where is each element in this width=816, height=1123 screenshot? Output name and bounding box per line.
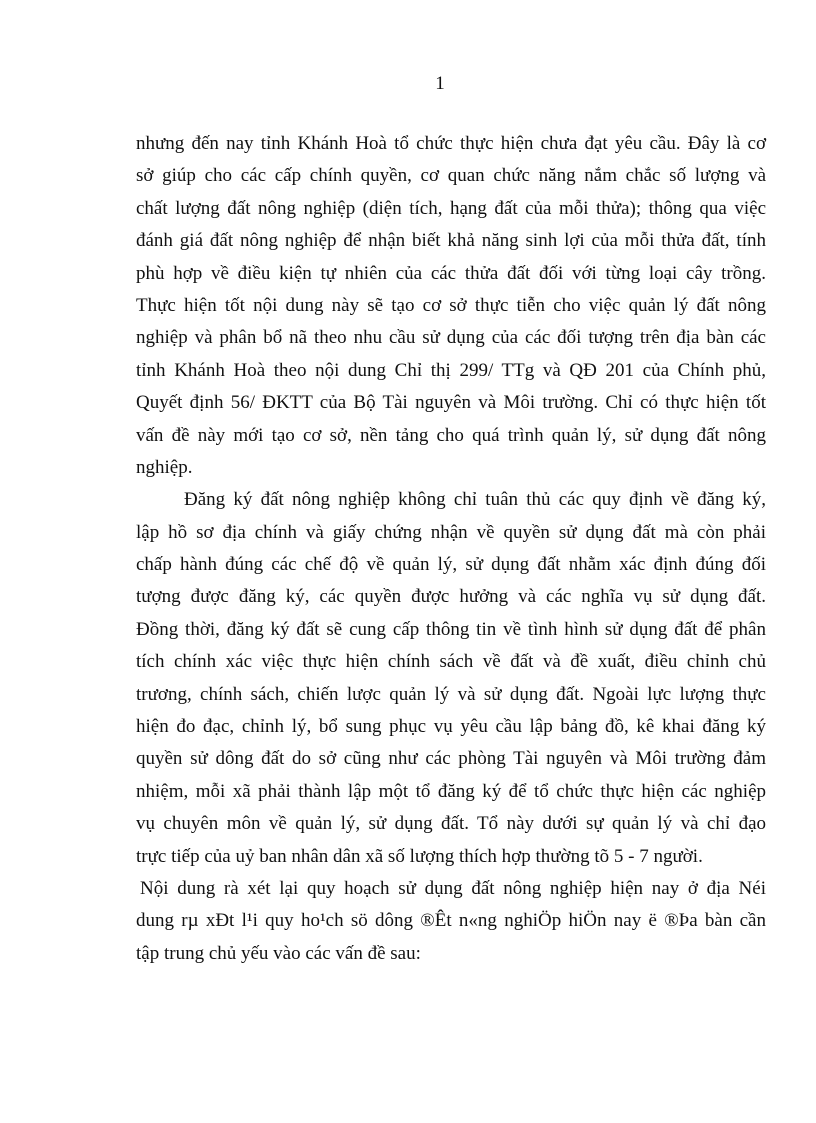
text-line: tượng được đăng ký, các quyền được hưởng và các nghĩa vụ sử dụng đất. bbox=[136, 586, 766, 608]
text-line: vấn đề này mới tạo cơ sở, nền tảng cho quá trình quản lý, sử dụng đất nông bbox=[136, 424, 766, 446]
text-line: nghiệp. bbox=[136, 456, 193, 478]
text-line: tích chính xác việc thực hiện chính sách về đất và đề xuất, điều chỉnh chủ bbox=[136, 651, 766, 673]
text-line: Nội dung rà xét lại quy hoạch sử dụng đất nông nghiệp hiện nay ở địa Néi bbox=[140, 877, 766, 899]
paragraph-2 bbox=[136, 484, 766, 873]
paragraph-1 bbox=[136, 128, 766, 484]
text-line: quyền sử dông đất do sở cũng như các phòng Tài nguyên và Môi trường đảm bbox=[136, 748, 766, 770]
text-line: Thực hiện tốt nội dung này sẽ tạo cơ sở thực tiễn cho việc quản lý đất nông bbox=[136, 294, 766, 316]
text-line: Đăng ký đất nông nghiệp không chỉ tuân thủ các quy định về đăng ký, bbox=[184, 489, 766, 511]
text-line: chấp hành đúng các chế độ về quản lý, sử dụng đất nhằm xác định đúng đối bbox=[136, 554, 766, 576]
text-line: dung rµ xÐt l¹i quy ho¹ch sö dông ®Êt n«ng nghiÖp hiÖn nay ë ®Þa bàn cần bbox=[136, 910, 766, 932]
text-line: nhiệm, mỗi xã phải thành lập một tổ đăng ký để tổ chức thực hiện các nghiệp bbox=[136, 780, 766, 802]
text-line: vụ chuyên môn về quản lý, sử dụng đất. Tổ này dưới sự quản lý và chỉ đạo bbox=[136, 813, 766, 835]
text-line: hiện đo đạc, chỉnh lý, bổ sung phục vụ yêu cầu lập bảng đồ, kê khai đăng ký bbox=[136, 716, 766, 738]
page-number: 1 bbox=[435, 73, 445, 94]
text-line: tập trung chủ yếu vào các vấn đề sau: bbox=[136, 942, 421, 964]
text-line: Đồng thời, đăng ký đất sẽ cung cấp thông tin về tình hình sử dụng đất để phân bbox=[136, 618, 766, 640]
text-line: nhưng đến nay tỉnh Khánh Hoà tổ chức thực hiện chưa đạt yêu cầu. Đây là cơ bbox=[136, 133, 766, 154]
paragraph-3 bbox=[136, 873, 766, 970]
text-line: sở giúp cho các cấp chính quyền, cơ quan chức năng nắm chắc số lượng và bbox=[136, 165, 766, 187]
text-line: Quyết định 56/ ĐKTT của Bộ Tài nguyên và Môi trường. Chỉ có thực hiện tốt bbox=[136, 392, 766, 414]
document-body bbox=[136, 128, 766, 970]
text-line: tỉnh Khánh Hoà theo nội dung Chỉ thị 299/ TTg và QĐ 201 của Chính phủ, bbox=[136, 359, 766, 381]
text-line: nghiệp và phân bổ nã theo nhu cầu sử dụng của các đối tượng trên địa bàn các bbox=[136, 327, 766, 349]
text-line: đánh giá đất nông nghiệp để nhận biết khả năng sinh lợi của mỗi thửa đất, tính bbox=[136, 230, 766, 252]
text-line: lập hồ sơ địa chính và giấy chứng nhận về quyền sử dụng đất mà còn phải bbox=[136, 521, 766, 543]
text-line: trực tiếp của uỷ ban nhân dân xã số lượng thích hợp thường tõ 5 - 7 người. bbox=[136, 845, 703, 867]
text-line: trương, chính sách, chiến lược quản lý và sử dụng đất. Ngoài lực lượng thực bbox=[136, 683, 766, 705]
text-line: phù hợp về điều kiện tự nhiên của các thửa đất đối với từng loại cây trồng. bbox=[136, 262, 766, 284]
text-line: chất lượng đất nông nghiệp (diện tích, hạng đất của mỗi thửa); thông qua việc bbox=[136, 197, 766, 219]
